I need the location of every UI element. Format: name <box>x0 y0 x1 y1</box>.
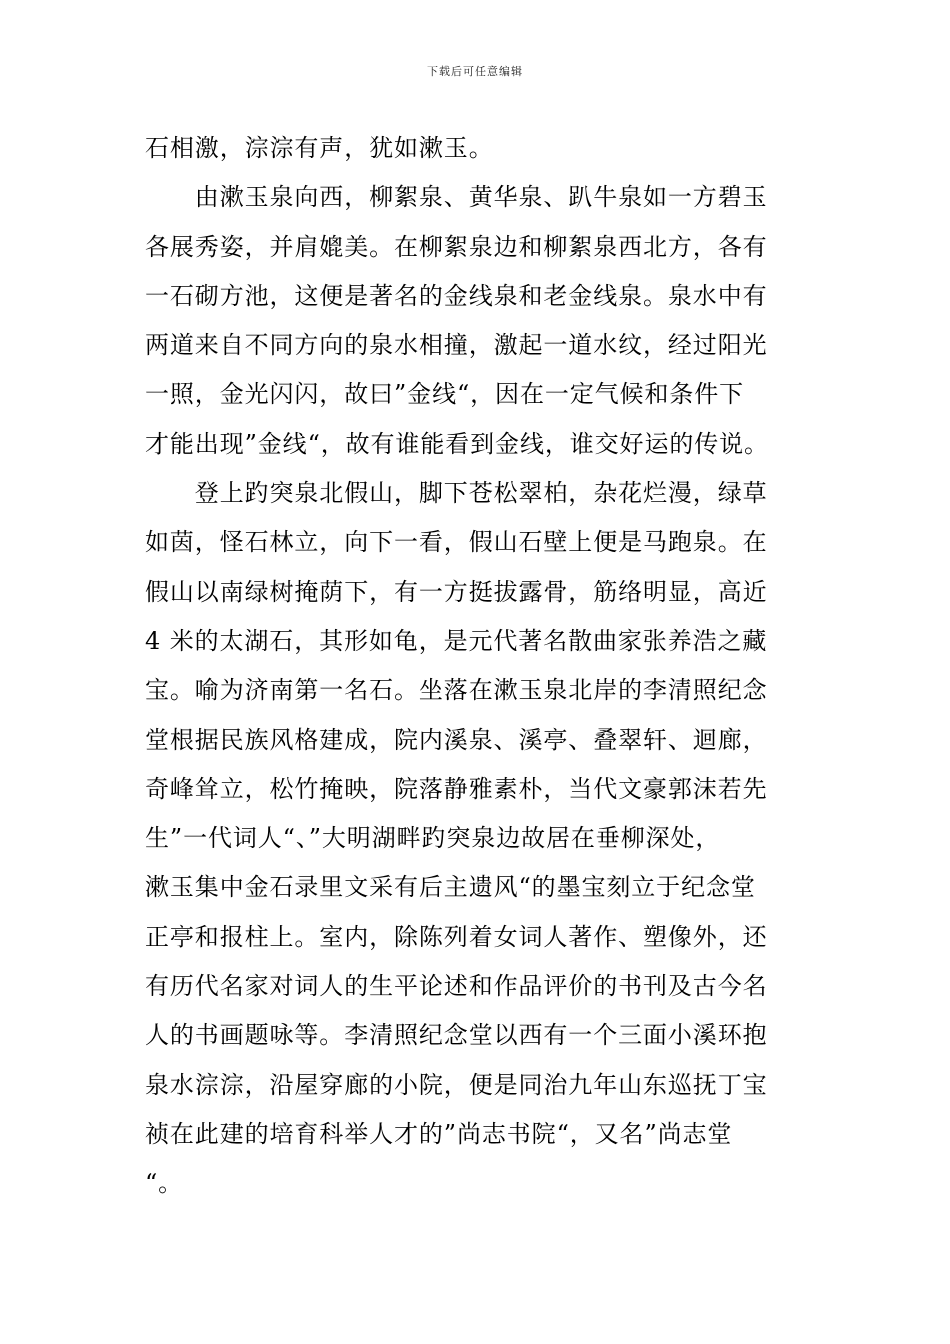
text-line: 登上趵突泉北假山，脚下苍松翠柏，杂花烂漫，绿草 <box>145 479 768 508</box>
text-line: 生”一代词人“、”大明湖畔趵突泉边故居在垂柳深处， <box>145 824 721 853</box>
text-line: 假山以南绿树掩荫下，有一方挺拔露骨，筋络明显，高近 <box>145 577 768 606</box>
text-line: 祯在此建的培育科举人才的”尚志书院“，又名”尚志堂 <box>145 1119 733 1148</box>
text-line: 石相激，淙淙有声，犹如漱玉。 <box>145 134 494 162</box>
text-line: 人的书画题咏等。李清照纪念堂以西有一个三面小溪环抱 <box>145 1021 768 1050</box>
text-line: 由漱玉泉向西，柳絮泉、黄华泉、趴牛泉如一方碧玉 <box>145 183 768 212</box>
document-body <box>145 124 810 1209</box>
page-header: 下载后可任意编辑 <box>427 65 523 78</box>
text-line: 堂根据民族风格建成，院内溪泉、溪亭、叠翠轩、迴廊， <box>145 725 768 754</box>
text-line: 有历代名家对词人的生平论述和作品评价的书刊及古今名 <box>145 972 768 1001</box>
text-line: 才能出现”金线“，故有谁能看到金线，谁交好运的传说。 <box>145 429 769 458</box>
text-line: 正亭和报柱上。室内，除陈列着女词人著作、塑像外，还 <box>145 922 768 951</box>
text-line: 如茵，怪石林立，向下一看，假山石壁上便是马跑泉。在 <box>145 528 768 557</box>
text-line: 4 米的太湖石，其形如龟，是元代著名散曲家张养浩之藏 <box>145 626 768 655</box>
text-line: 漱玉集中金石录里文采有后主遗风“的墨宝刻立于纪念堂 <box>145 873 756 902</box>
text-line: 奇峰耸立，松竹掩映，院落静雅素朴，当代文豪郭沫若先 <box>145 774 768 803</box>
text-line: 宝。喻为济南第一名石。坐落在漱玉泉北岸的李清照纪念 <box>145 676 768 705</box>
text-line: “。 <box>145 1169 184 1198</box>
text-line: 一石砌方池，这便是著名的金线泉和老金线泉。泉水中有 <box>145 281 768 310</box>
text-line: 各展秀姿，并肩媲美。在柳絮泉边和柳絮泉西北方，各有 <box>145 232 768 261</box>
text-line: 一照，金光闪闪，故曰”金线“，因在一定气候和条件下 <box>145 380 745 409</box>
text-line: 泉水淙淙，沿屋穿廊的小院，便是同治九年山东巡抚丁宝 <box>145 1070 768 1099</box>
text-line: 两道来自不同方向的泉水相撞，激起一道水纹，经过阳光 <box>145 331 768 360</box>
